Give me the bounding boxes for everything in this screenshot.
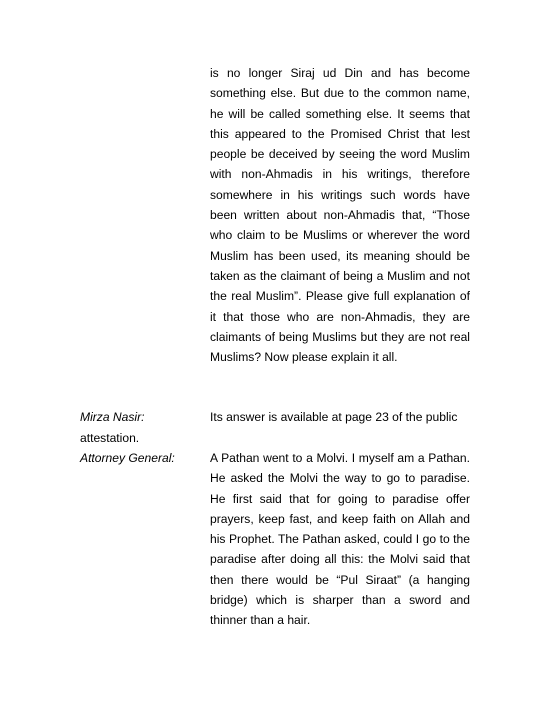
speaker-mirza-nasir: Mirza Nasir: <box>80 410 145 424</box>
mirza-nasir-answer-wrap: attestation. <box>80 431 140 445</box>
speaker-attorney-general: Attorney General: <box>80 451 175 465</box>
attorney-general-statement: A Pathan went to a Molvi. I myself am a Pathan. He asked the Molvi the way to go to paradise. He first said that for going to paradise offer prayers, keep fast, and keep faith on Allah and his Prophet. The Pathan asked, could I go to the paradise after doing all this: the Molvi said that then there would be “Pul Siraat” (a hanging bridge) which is sharper than a sword and thinner than a hair. <box>210 451 470 628</box>
mirza-nasir-answer: Its answer is available at page 23 of the public <box>210 410 458 424</box>
continuation-paragraph: is no longer Siraj ud Din and has become something else. But due to the common name, he will be called something else. It seems that this appeared to the Promised Christ that lest people be deceived by seeing the word Muslim with non-Ahmadis in his writings, therefore somewhere in his writings such words have been written about non-Ahmadis that, “Those who claim to be Muslims or wherever the word Muslim has been used, its meaning should be taken as the claimant of being a Muslim and not the real Muslim”. Please give full explanation of it that those who are non-Ahmadis, they are claimants of being Muslims but they are not real Muslims? Now please explain it all. <box>210 66 470 365</box>
